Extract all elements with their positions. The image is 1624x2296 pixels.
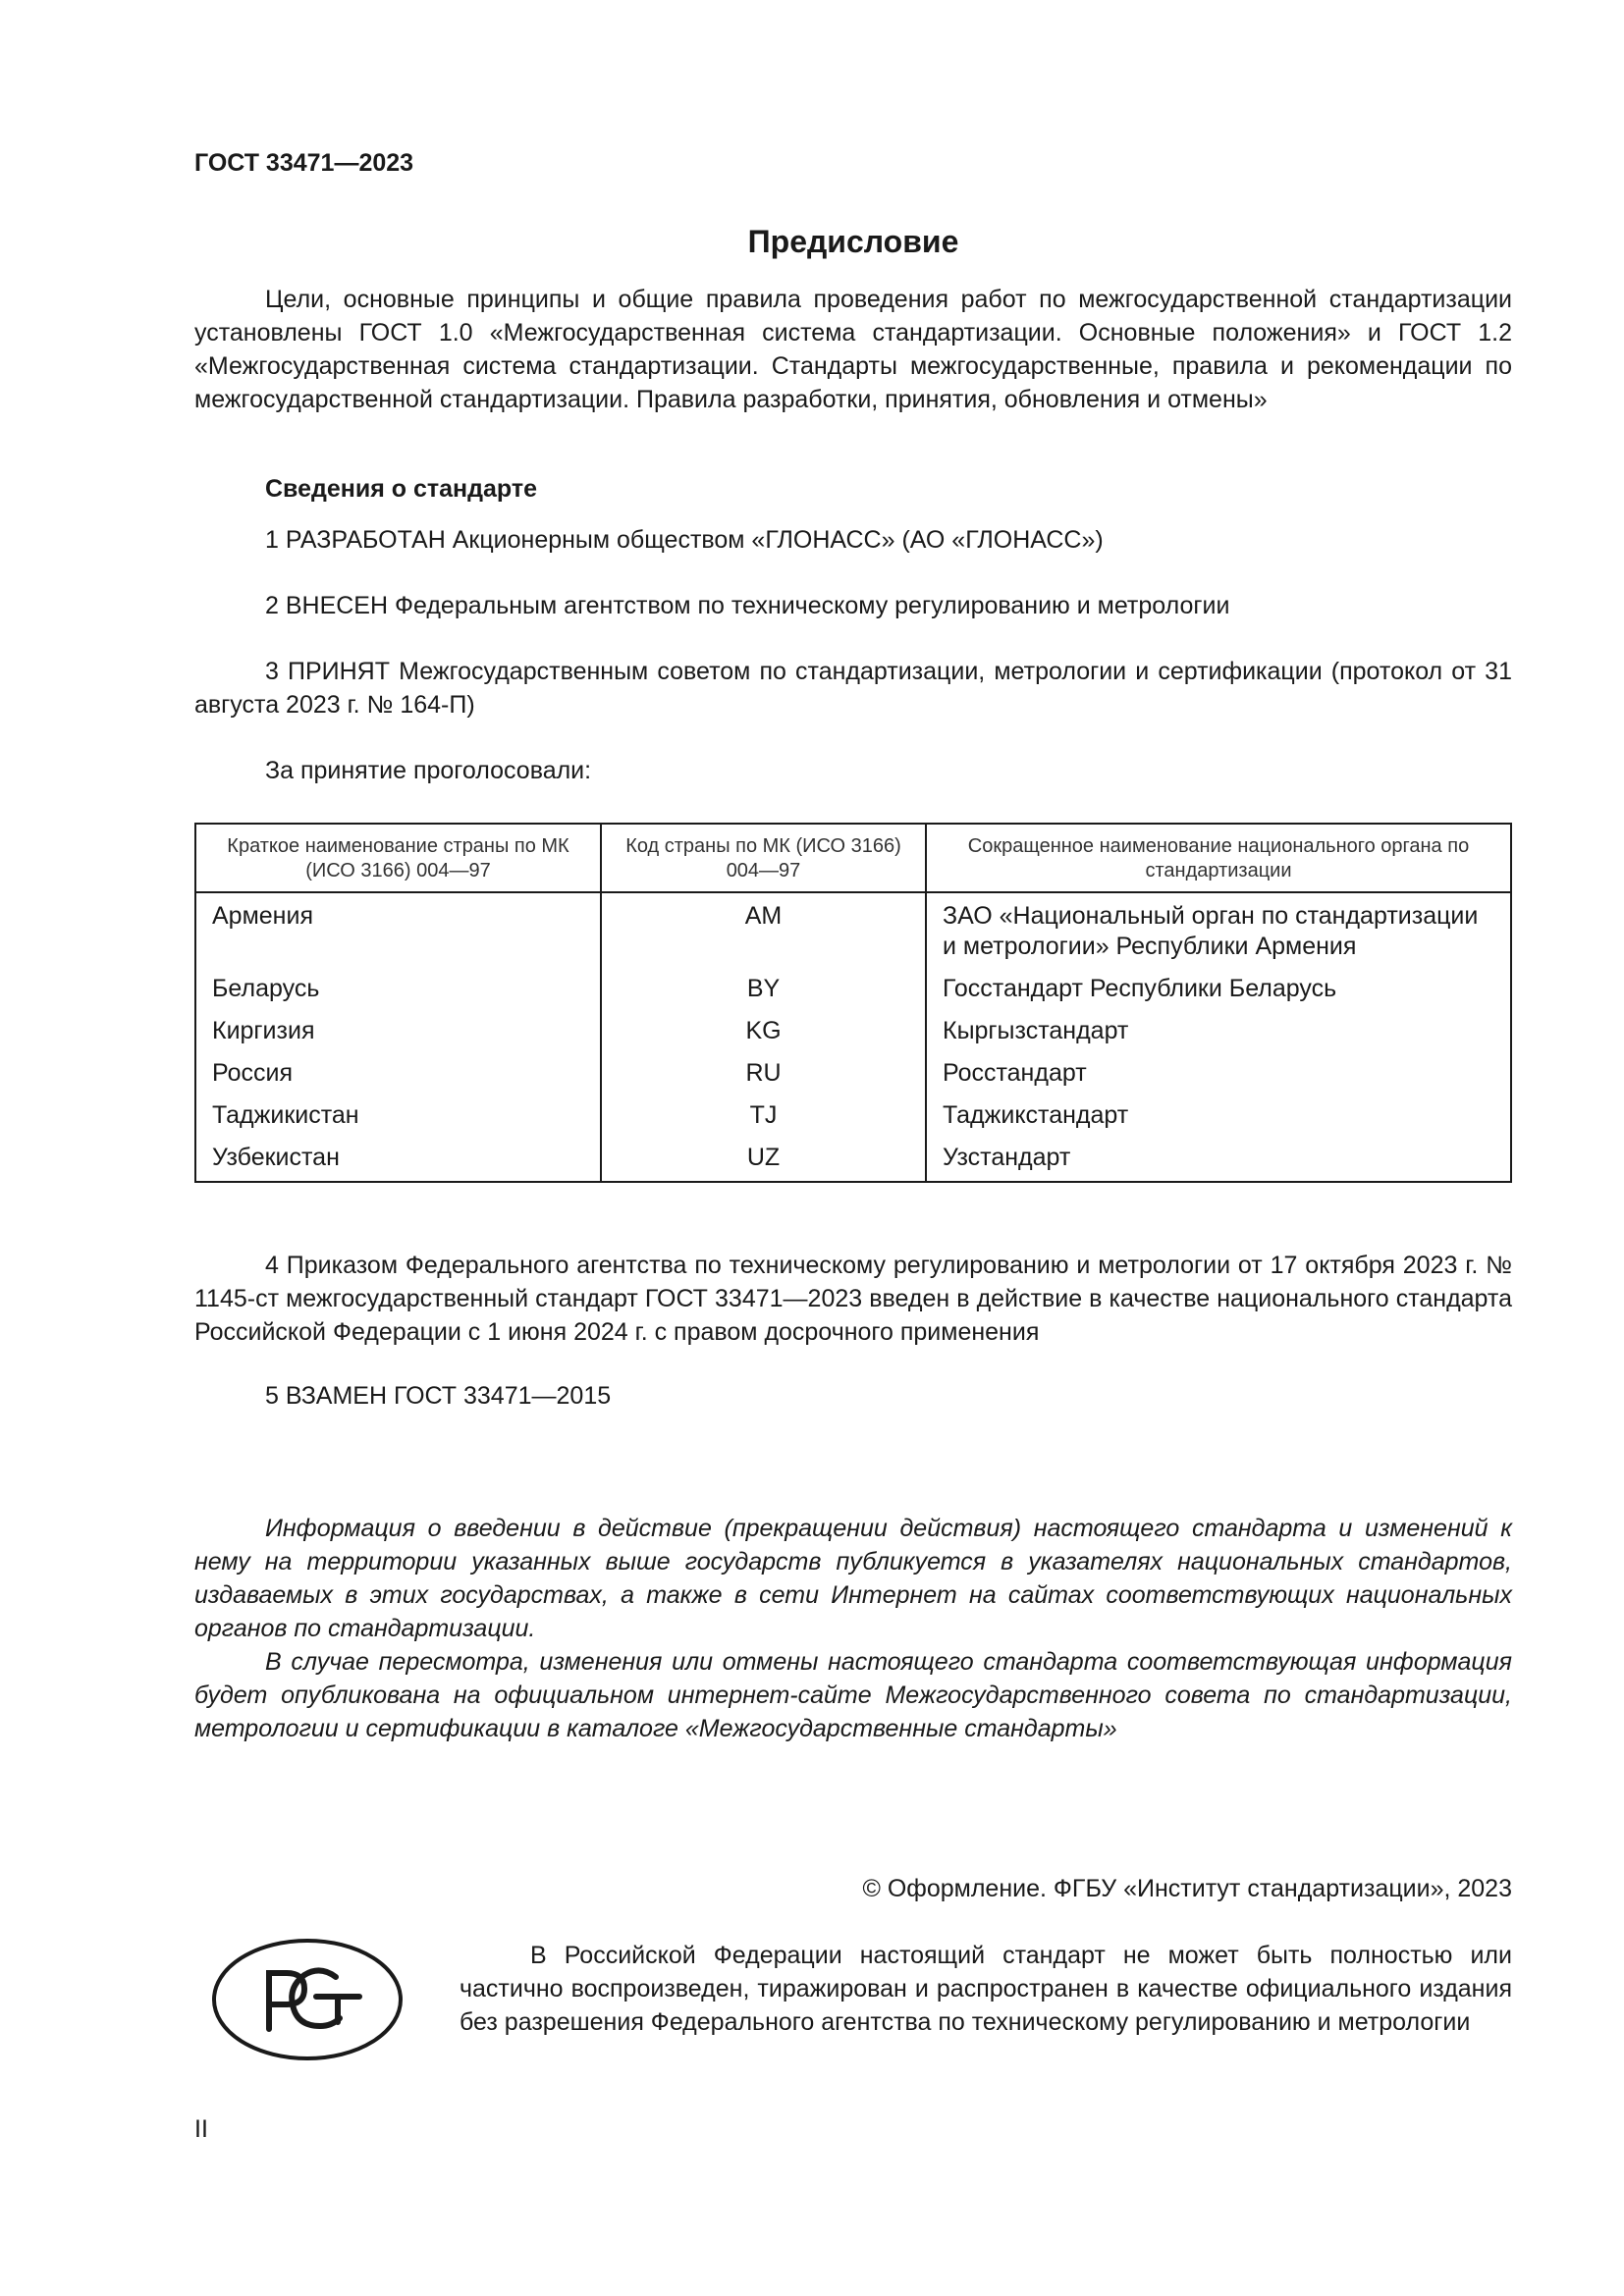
cell-code: AM [601, 892, 926, 968]
page-title: Предисловие [747, 224, 959, 259]
table-row [195, 1137, 1511, 1182]
rights-notice: В Российской Федерации настоящий стандарт не может быть полностью или частично воспроизведен, тиражирован и распространен в качестве официального издания без разрешения Федерального агентства по техническому регулированию и метрологии [460, 1942, 1512, 2036]
voted-label: За принятие проголосовали: [265, 757, 592, 784]
column-header-code: Код страны по МК (ИСО 3166) 004—97 [601, 824, 926, 892]
publication-info [194, 1512, 1512, 1745]
info-item-4: 4 Приказом Федерального агентства по техническому регулированию и метрологии от 17 октября 2023 г. № 1145-ст межгосударственный стандарт ГОСТ 33471—2023 введен в действие в качестве национального стандарта Российской Федерации с 1 июня 2024 г. с правом досрочного применения [194, 1252, 1512, 1346]
table-header-row [195, 824, 1511, 892]
cell-code: TJ [601, 1095, 926, 1137]
column-header-country: Краткое наименование страны по МК (ИСО 3166) 004—97 [195, 824, 601, 892]
cell-code: RU [601, 1052, 926, 1095]
cell-body: ЗАО «Национальный орган по стандартизации и метрологии» Республики Армения [926, 892, 1511, 968]
info-item-5: 5 ВЗАМЕН ГОСТ 33471—2015 [265, 1382, 612, 1410]
copyright-line: © Оформление. ФГБУ «Институт стандартизации», 2023 [862, 1875, 1512, 1902]
voting-table [194, 823, 1512, 1183]
rst-mark-icon [210, 1936, 405, 2063]
table-row [195, 968, 1511, 1010]
section-subheading: Сведения о стандарте [265, 475, 538, 503]
cell-country: Киргизия [195, 1010, 601, 1052]
cell-country: Узбекистан [195, 1137, 601, 1182]
info-item-1: 1 РАЗРАБОТАН Акционерным обществом «ГЛОНАСС» (АО «ГЛОНАСС») [265, 526, 1104, 554]
cell-body: Таджикстандарт [926, 1095, 1511, 1137]
cell-country: Беларусь [195, 968, 601, 1010]
cell-country: Армения [195, 892, 601, 968]
revision-info-paragraph: В случае пересмотра, изменения или отмены настоящего стандарта соответствующая информация будет опубликована на официальном интернет-сайте Межгосударственного совета по стандартизации, метрологии и сертификации в каталоге «Межгосударственные стандарты» [194, 1648, 1512, 1742]
cell-code: BY [601, 968, 926, 1010]
table-row [195, 1095, 1511, 1137]
cell-body: Узстандарт [926, 1137, 1511, 1182]
cell-country: Таджикистан [195, 1095, 601, 1137]
page-number: II [194, 2115, 208, 2143]
publication-info-paragraph: Информация о введении в действие (прекращении действия) настоящего стандарта и изменений к нему на территории указанных выше государств публикуется в указателях национальных стандартов, издаваемых в этих государствах, а также в сети Интернет на сайтах соответствующих национальных органов по стандартизации. [194, 1515, 1512, 1642]
cell-body: Росстандарт [926, 1052, 1511, 1095]
cell-code: UZ [601, 1137, 926, 1182]
cell-body: Кыргызстандарт [926, 1010, 1511, 1052]
table-row [195, 1010, 1511, 1052]
info-item-2: 2 ВНЕСЕН Федеральным агентством по техническому регулированию и метрологии [265, 592, 1230, 619]
table-row [195, 1052, 1511, 1095]
info-item-3: 3 ПРИНЯТ Межгосударственным советом по стандартизации, метрологии и сертификации (протокол от 31 августа 2023 г. № 164-П) [194, 658, 1512, 719]
table-row [195, 892, 1511, 968]
document-number: ГОСТ 33471—2023 [194, 149, 414, 177]
cell-code: KG [601, 1010, 926, 1052]
cell-body: Госстандарт Республики Беларусь [926, 968, 1511, 1010]
column-header-body: Сокращенное наименование национального органа по стандартизации [926, 824, 1511, 892]
cell-country: Россия [195, 1052, 601, 1095]
intro-paragraph: Цели, основные принципы и общие правила проведения работ по межгосударственной стандартизации установлены ГОСТ 1.0 «Межгосударственная система стандартизации. Основные положения» и ГОСТ 1.2 «Межгосударственная система стандартизации. Стандарты межгосударственные, правила и рекомендации по межгосударственной стандартизации. Правила разработки, принятия, обновления и отмены» [194, 286, 1512, 413]
